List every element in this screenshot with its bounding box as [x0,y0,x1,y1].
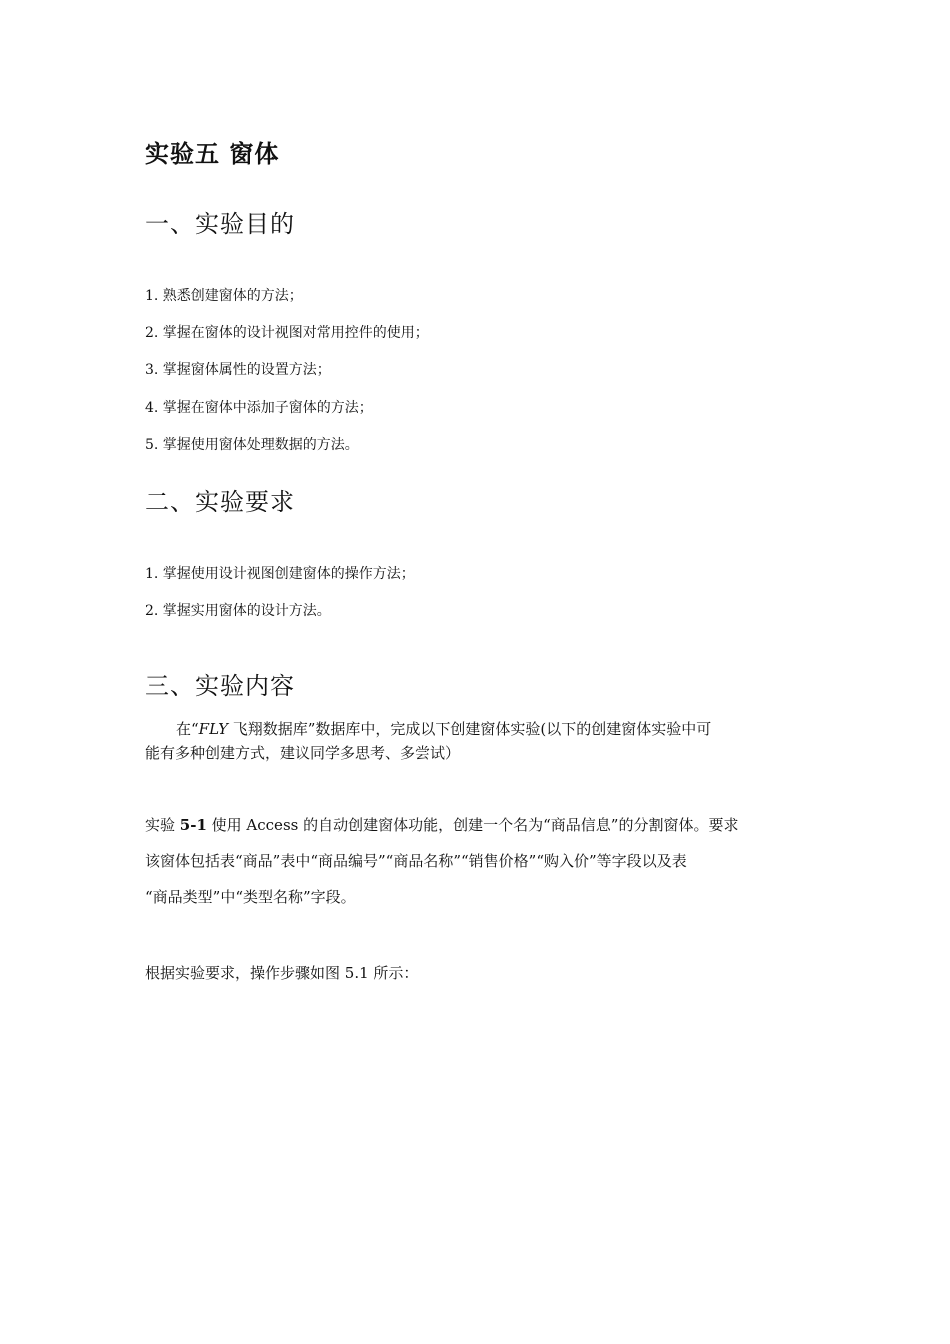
purpose-item-2: 2. 掌握在窗体的设计视图对常用控件的使用； [145,325,429,341]
experiment-5-1-line-3: “商品类型”中“类型名称”字段。 [145,888,356,906]
section-heading-purpose: 一、实验目的 [145,210,295,238]
experiment-5-1-line-2: 该窗体包括表“商品”表中“商品编号”“商品名称”“销售价格”“购入价”等字段以及表 [145,852,687,870]
purpose-item-4: 4. 掌握在窗体中添加子窗体的方法； [145,400,373,416]
purpose-item-3: 3. 掌握窗体属性的设置方法； [145,362,331,378]
experiment-5-1-line-1: 实验 5-1 使用 Access 的自动创建窗体功能，创建一个名为“商品信息”的分割窗体。要求 [145,816,739,834]
section-heading-requirements: 二、实验要求 [145,488,295,516]
content-intro-line-2: 能有多种创建方式，建议同学多思考、多尝试） [145,744,461,762]
requirement-item-1: 1. 掌握使用设计视图创建窗体的操作方法； [145,566,415,582]
document-title: 实验五 窗体 [145,140,280,168]
purpose-item-5: 5. 掌握使用窗体处理数据的方法。 [145,437,359,453]
requirement-item-2: 2. 掌握实用窗体的设计方法。 [145,603,331,619]
steps-intro: 根据实验要求，操作步骤如图 5.1 所示： [145,964,419,982]
content-intro-line-1: 在“FLY 飞翔数据库”数据库中，完成以下创建窗体实验(以下的创建窗体实验中可 [176,720,712,738]
purpose-item-1: 1. 熟悉创建窗体的方法； [145,288,303,304]
section-heading-content: 三、实验内容 [145,672,295,700]
